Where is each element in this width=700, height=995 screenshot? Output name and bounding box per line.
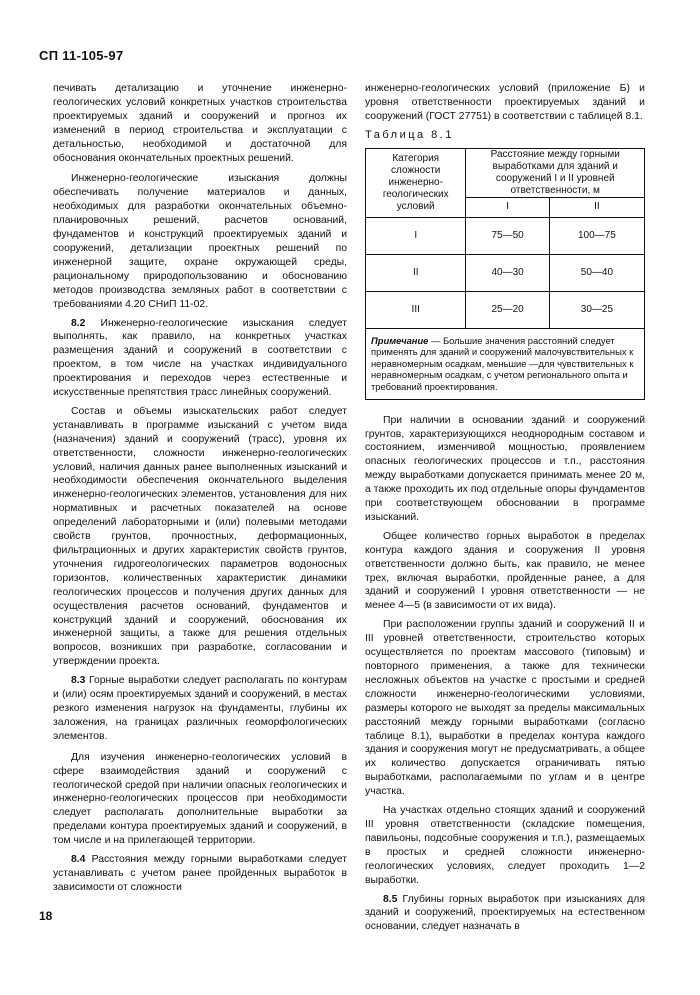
table-subheader-level-2: II <box>549 197 644 217</box>
table-header-distance: Расстояние между горными выработками для зданий и сооружений I и II уровней ответственности, м <box>466 148 645 197</box>
note-label: Примечание <box>371 334 429 346</box>
paragraph-text: Глубины горных выработок при изысканиях для зданий и сооружений, проектируемых на естественном основании, следует назначать в <box>365 893 645 933</box>
document-code-header: СП 11-105-97 <box>39 48 124 63</box>
table-cell-value: 30—25 <box>549 291 644 328</box>
section-number: 8.2 <box>71 317 86 329</box>
section-paragraph-8-5 <box>365 893 645 935</box>
table-cell-category: II <box>366 254 466 291</box>
table-row <box>366 254 645 291</box>
page-number: 18 <box>39 909 53 923</box>
table-cell-value: 75—50 <box>466 217 549 254</box>
paragraph: При расположении группы зданий и сооружений II и III уровней ответственности, строительство которых осуществляется по проектам массового (типовым) и повторного применения, а также для технически несложных объектов на участке с простыми и средней сложности инженерно-геологическими условиями, размеры которого не выходят за пределы максимальных расстояний между горными выработками (согласно таблице 8.1), выработки в пределах контура каждого здания и сооружения могут не предусматривать, а общее их количество допускается ограничивать пятью выработками, располагаемыми по углам и в центре участка. <box>365 619 645 798</box>
section-number: 8.3 <box>71 675 86 687</box>
paragraph: Инженерно-геологические изыскания должны обеспечивать получение материалов и данных, необходимых для разработки окончательных объемно-планировочных решений, расчетов оснований, фундаментов и конструкций проектируемых зданий и сооружений, детализации проектных решений по инженерной защите, охране окружающей среды, рациональному природопользованию и обоснованию методов производства земляных работ в соответствии с требованиями 4.20 СНиП 11-02. <box>53 173 347 310</box>
section-number: 8.4 <box>71 854 86 866</box>
section-paragraph-8-2 <box>53 317 347 400</box>
table-cell-category: III <box>366 291 466 328</box>
table-title: Таблица 8.1 <box>365 128 454 141</box>
table-note <box>366 328 645 399</box>
table-row <box>366 291 645 328</box>
left-column <box>53 82 347 900</box>
paragraph: Для изучения инженерно-геологических условий в сфере взаимодействия зданий и сооружений с геологической средой при наличии опасных геологических и инженерно-геологических процессов при необходимости следует располагать дополнительные выработки за пределами контура проектируемых зданий и сооружений, в том числе и на прилегающей территории. <box>53 751 347 847</box>
table-8-1 <box>365 148 645 400</box>
paragraph: инженерно-геологических условий (приложение Б) и уровня ответственности проектируемых зданий и сооружений (ГОСТ 27751) в соответствии с таблицей 8.1. <box>365 83 645 122</box>
table-subheader-level-1: I <box>466 197 549 217</box>
paragraph: При наличии в основании зданий и сооружений грунтов, характеризующихся неоднородным составом и состоянием, изменчивой мощностью, проявлением опасных геологических процессов и т.п., расстояния между выработками допускается принимать менее 20 м, а также проходить их под отдельные опоры фундаментов при соответствующем обосновании в программе изысканий. <box>365 414 645 523</box>
note-text: — Большие значения расстояний следует применять для зданий и сооружений малочувствительных к неравномерным осадкам, меньшие —для чувствительных к неравномерным осадкам, с учетом регионального опыта и требований проектирования. <box>371 334 634 392</box>
table-row <box>366 217 645 254</box>
table-cell-value: 50—40 <box>549 254 644 291</box>
table-cell-category: I <box>366 217 466 254</box>
paragraph: Состав и объемы изыскательских работ следует устанавливать в программе изысканий с учетом вида (назначения) зданий и сооружений (трасс), уровня их ответственности, сложности инженерно-геологических условий, наличия данных ранее выполненных изысканий и необходимости обеспечения окончательного выделения инженерно-геологических элементов, установления для них нормативных и расчетных показателей на основе определений лабораторными и (или) полевыми методами свойств грунтов, прочностных, деформационных, фильтрационных и других характеристик свойств грунтов, уточнения гидрогеологических параметров водоносных горизонтов, количественных характеристик динамики геологических процессов и получения других данных для осуществления расчетов оснований, фундаментов и конструкций зданий и сооружений, обоснования их инженерной защиты, а также для решения отдельных вопросов, возникших при разработке, согласовании и утверждении проекта. <box>53 405 347 668</box>
paragraph: печивать детализацию и уточнение инженерно-геологических условий конкретных участков строительства проектируемых зданий и сооружений и прогноз их изменений в период строительства и эксплуатации с детальностью, необходимой и достаточной для обоснования окончательных проектных решений. <box>53 83 347 164</box>
table-cell-value: 100—75 <box>549 217 644 254</box>
section-number: 8.5 <box>383 893 398 905</box>
paragraph-text: Расстояния между горными выработками следует устанавливать с учетом ранее пройденных выработок в зависимости от сложности <box>53 854 347 893</box>
right-column <box>365 82 645 939</box>
paragraph: Общее количество горных выработок в пределах контура каждого здания и сооружения II уровня ответственности должно быть, как правило, не менее трех, включая выработки, пройденные ранее, а для зданий и сооружений I уровня ответственности — не менее 4—5 (в зависимости от их вида). <box>365 530 645 612</box>
section-paragraph-8-3 <box>53 674 347 744</box>
section-paragraph-8-4 <box>53 853 347 895</box>
paragraph: На участках отдельно стоящих зданий и сооружений III уровня ответственности (складские помещения, павильоны, подсобные сооружения и т.п.), размещаемых в простых и средней сложности инженерно-геологических условиях, следует проходить 1—2 выработки. <box>365 805 645 886</box>
table-header-category: Категория сложности инженерно-геологических условий <box>366 148 466 217</box>
table-cell-value: 40—30 <box>466 254 549 291</box>
table-cell-value: 25—20 <box>466 291 549 328</box>
paragraph-text: Горные выработки следует располагать по контурам и (или) осям проектируемых зданий и сооружений, в местах резкого изменения нагрузок на фундаменты, глубины их заложения, на границах различных геоморфологических элементов. <box>53 675 347 742</box>
paragraph-text: Инженерно-геологические изыскания следует выполнять, как правило, на конкретных участках размещения зданий и сооружений в соответствии с проектом, в том числе на участках индивидуального проектирования и переходов через естественные и искусственные препятствия трасс линейных сооружений. <box>53 317 347 399</box>
